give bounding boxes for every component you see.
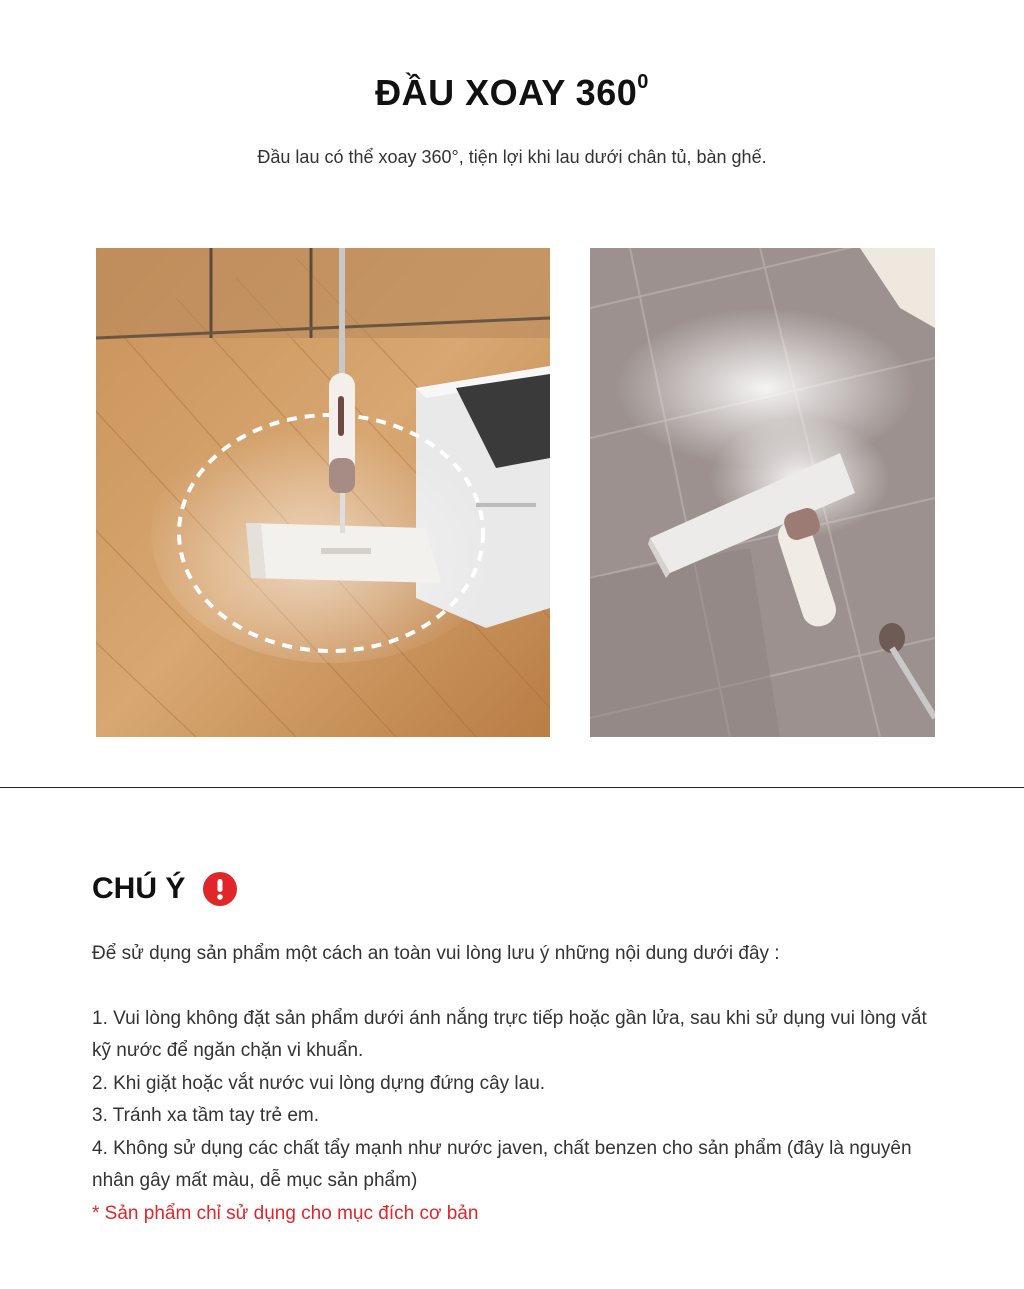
feature-subtitle: Đầu lau có thể xoay 360°, tiện lợi khi lau dưới chân tủ, bàn ghế. [257, 147, 767, 167]
exclamation-circle-icon [203, 872, 237, 906]
notice-item: 1. Vui lòng không đặt sản phẩm dưới ánh nắng trực tiếp hoặc gần lửa, sau khi sử dụng vui lòng vắt kỹ nước để ngăn chặn vi khuẩn. [92, 1007, 927, 1061]
notice-intro: Để sử dụng sản phẩm một cách an toàn vui lòng lưu ý những nội dung dưới đây : [92, 943, 780, 964]
section-divider [0, 787, 1024, 788]
feature-title: ĐẦU XOAY $360^0$ [375, 71, 649, 113]
degree-superscript: 0 [637, 71, 649, 93]
notice-warning: * Sản phẩm chỉ sử dụng cho mục đích cơ bản [92, 1202, 479, 1224]
notice-heading [92, 872, 237, 906]
notice-heading-text: CHÚ Ý [92, 872, 186, 905]
mop-spray-tile-photo [590, 248, 935, 737]
notice-item: 4. Không sử dụng các chất tẩy mạnh như nước javen, chất benzen cho sản phẩm (đây là nguyên nhân gây mất màu, dễ mục sản phẩm) [92, 1137, 912, 1191]
notice-body [92, 938, 932, 1230]
notice-item: 2. Khi giặt hoặc vắt nước vui lòng dựng đứng cây lau. [92, 1072, 546, 1094]
notice-item: 3. Tránh xa tầm tay trẻ em. [92, 1105, 320, 1126]
mop-wood-floor-photo [96, 248, 550, 737]
